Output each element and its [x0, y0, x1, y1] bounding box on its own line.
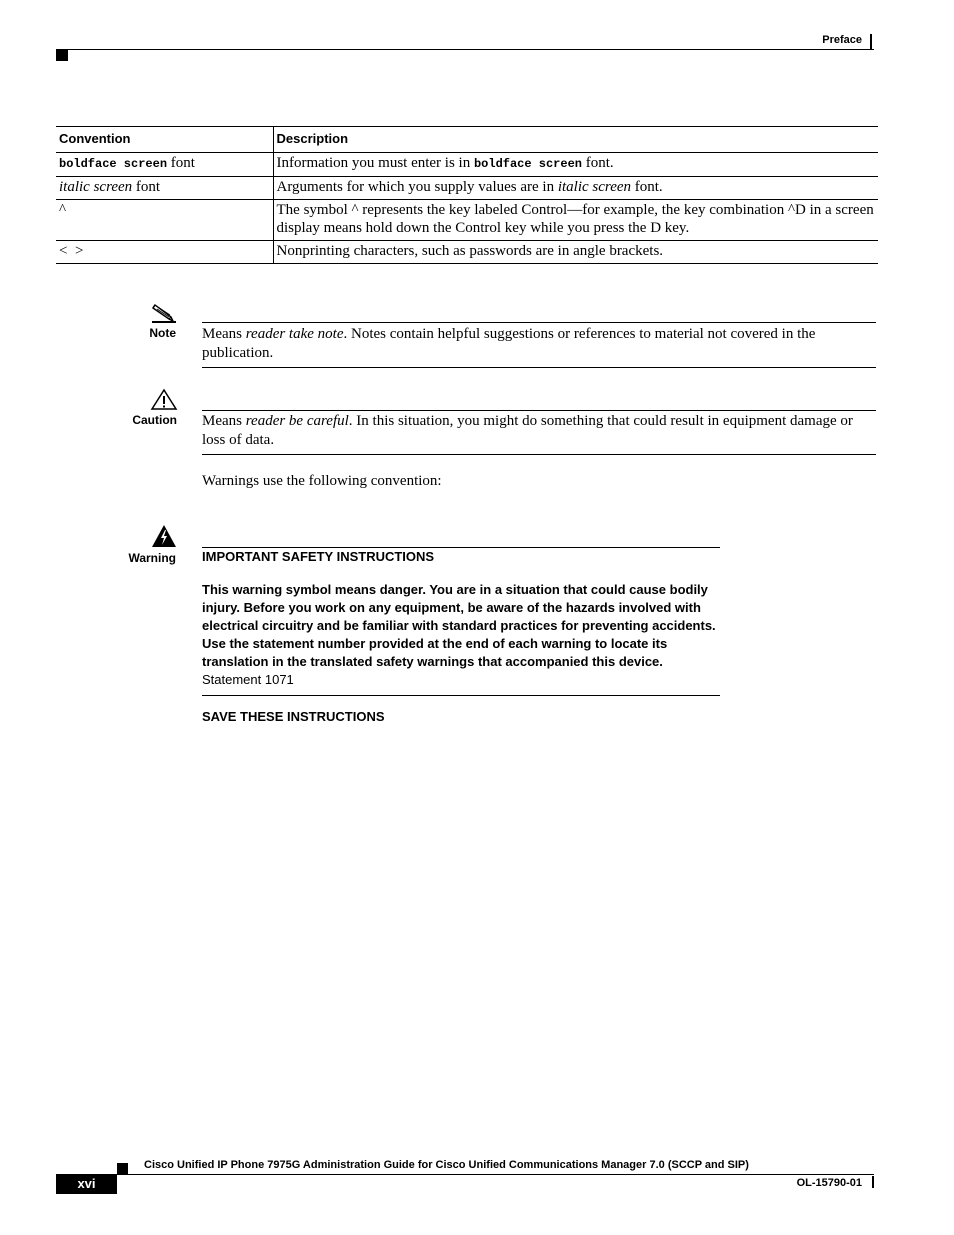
description-cell [273, 177, 878, 200]
convention-cell [56, 241, 273, 264]
cell-text: font. [631, 179, 663, 195]
note-text [202, 325, 876, 363]
warning-lightning-icon [151, 524, 177, 553]
note-top-rule [202, 322, 876, 323]
cell-text: Arguments for which you supply values are in [276, 179, 558, 195]
table-header-row [56, 127, 878, 153]
note-bottom-rule [202, 367, 876, 368]
pencil-icon [150, 300, 178, 329]
note-label: Note [149, 326, 176, 340]
convention-cell [56, 177, 273, 200]
warning-top-rule [202, 547, 720, 548]
note-emphasis: reader take note [245, 326, 344, 342]
header-square [56, 50, 68, 61]
caution-text-part: . In this situation, you might do something that could result in equipment damage or loss of data. [202, 413, 853, 448]
caution-emphasis: reader be careful [245, 413, 349, 429]
cell-text: font [167, 155, 195, 171]
italic-text: italic screen [59, 179, 133, 195]
description-cell [273, 153, 878, 177]
cell-text: Information you must enter is in [276, 155, 474, 171]
caution-label: Caution [132, 413, 177, 427]
warning-heading: IMPORTANT SAFETY INSTRUCTIONS [202, 549, 435, 564]
footer-rule [56, 1174, 874, 1175]
caution-text [202, 412, 876, 450]
caution-top-rule [202, 410, 876, 411]
cell-text: Nonprinting characters, such as passwords are in angle brackets. [276, 243, 664, 259]
warning-bottom-rule [202, 695, 720, 696]
header-bar [870, 34, 872, 50]
page-number: xvi [56, 1175, 117, 1194]
note-text-part: . Notes contain helpful suggestions or references to material not covered in the publication. [202, 326, 816, 361]
note-text-part: Means [202, 326, 246, 342]
description-cell [273, 200, 878, 241]
warnings-intro: Warnings use the following convention: [202, 473, 442, 489]
footer-book-title: Cisco Unified IP Phone 7975G Administration Guide for Cisco Unified Communications Manager 7.0 (SCCP and SIP) [144, 1159, 749, 1171]
document-number: OL-15790-01 [796, 1177, 862, 1189]
warning-statement-number: Statement 1071 [202, 672, 294, 687]
cell-text: ^ [59, 202, 67, 218]
table-row [56, 200, 878, 241]
cell-text: < > [59, 243, 84, 259]
warning-label: Warning [128, 551, 176, 565]
footer-square [117, 1163, 128, 1174]
running-header-section: Preface [822, 34, 862, 46]
table-row [56, 177, 878, 200]
italic-text: italic screen [557, 179, 632, 195]
warning-save-instructions: SAVE THESE INSTRUCTIONS [202, 709, 385, 724]
warning-body [202, 581, 722, 689]
cell-text: font. [582, 155, 614, 171]
conventions-table [56, 126, 878, 264]
caution-text-part: Means [202, 413, 246, 429]
warning-body-text: This warning symbol means danger. You are in a situation that could cause bodily injury. Before you work on any equipment, be aware of the hazards involved with electrical circuitry and be familiar with standard practices for preventing accidents. Use the statement number provided at the end of each warning to locate its translation in the translated safety warnings that accompanied this device. [202, 582, 716, 669]
column-header-description: Description [273, 127, 878, 153]
header-rule [56, 49, 874, 50]
cell-text: The symbol ^ represents the key labeled Control—for example, the key combination ^D in a screen display means hold down the Control key while you press the D key. [276, 202, 874, 236]
table-row [56, 153, 878, 177]
convention-cell [56, 200, 273, 241]
table-row [56, 241, 878, 264]
convention-cell [56, 153, 273, 177]
code-text: boldface screen [59, 157, 168, 171]
caution-bottom-rule [202, 454, 876, 455]
column-header-convention: Convention [56, 127, 273, 153]
description-cell [273, 241, 878, 264]
footer-bar [872, 1176, 874, 1188]
code-text: boldface screen [473, 157, 582, 171]
cell-text: font [132, 179, 161, 195]
